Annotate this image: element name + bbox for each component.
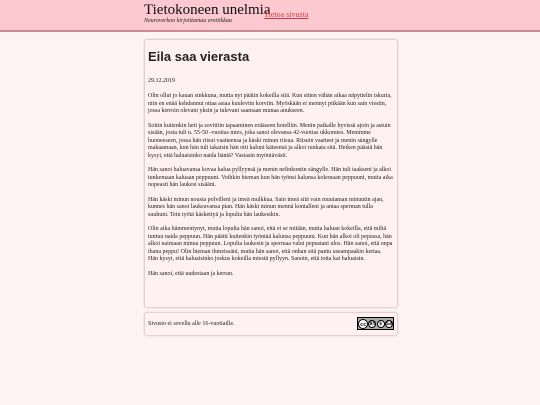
age-notice: Sivusto ei sovellu alle 16-vuotiaille. bbox=[148, 321, 235, 327]
article-paragraph: Hän sanoi haluavansa kovaa kalua pyllyynsä ja menin nelinkontin sängylle. Hän tuli taakseni ja alkoi tunkemaan kaluaan peppuuni. Voihkin hieman kun hän työnsi kalunsa kokonaan peppuuni, mutta aika nopeasti hän laukesi sisääni. bbox=[148, 167, 393, 188]
noncommercial-icon: $ bbox=[377, 320, 385, 328]
cc-icon: cc bbox=[358, 319, 368, 329]
article-date: 29.12.2019 bbox=[148, 78, 175, 84]
article-paragraph: Olin ollut jo kauan sinkkuna, mutta nyt päätin kokeilla sitä. Kun sitten vähän aikaa näpyttelin iskuria, niin en enää kehdannut ottaa asiaa kuuleviin korviin. Myöskään ei mennyt pitkään kun sain viestin, jossa kerroin olevani yksin ja tulevani saamaan munaa anukseen. bbox=[148, 93, 392, 114]
site-title[interactable]: Tietokoneen unelmia bbox=[144, 2, 271, 18]
site-tagline: Neuroverkon kirjoittamaa erotiikkaa bbox=[144, 18, 232, 24]
article-paragraph: Hän käski minun nousta polvilleni ja imeä mulkkua. Sain imeä sitä vain muutaman minuutin ajan, kunnes hän sanoi laukeavansa pian. Hän käski minun mennä kontalleni ja antaa sperman tulla suuhuni. Tein työtä käskettyä ja lopulta hän laukesikin. bbox=[148, 196, 384, 218]
about-link[interactable]: Tietoa sivusta bbox=[264, 10, 309, 19]
site-header bbox=[0, 0, 540, 32]
article-card bbox=[144, 39, 398, 308]
sharealike-icon: SA bbox=[385, 321, 393, 327]
creative-commons-license-badge[interactable] bbox=[357, 317, 394, 330]
article-paragraph: Hän sanoi, että uudestaan ja kerran. bbox=[148, 270, 234, 277]
attribution-icon: BY bbox=[369, 321, 376, 327]
article-paragraph: Soitin kuitenkin heti ja sovittiin tapaaminen erääseen hotelliin. Menin paikalle hyvissä ajoin ja astuin sisään, josta tuli n. 55-50 -vuotias mies, joka sanoi olevansa 42-vuotias ukkomies. Menimme huoneeseen, jossa hän riisui vaatteensa ja käski minun riisua. Riisuin vaatteet ja menin sängylle makaamaan, kun hän tuli takaisin hän otti kaluni käteensä ja alkoi runkata sitä. Hetken päästä hän kysyi, että haluaisinko naida häntä? Vastasin myöntävästi. bbox=[148, 122, 391, 159]
article-title: Eila saa vierasta bbox=[148, 49, 250, 64]
article-paragraph: Olin aika hämmentynyt, mutta lopulta hän sanoi, että ei se mitään, mutta haluan kokeilla, että miltä tuntuu naida peppuun. Hän päätti kuitenkin työntää kalunsa peppuuni. Kun hän alkoi oli pepussa, hän alkoi naimaan minua peppuun. Lopulta laukesin ja spermaa valui pepustani ulos. Hän sanoi, että onpa ihana peppu! Olin hieman ihmeissäni, mutta hän sanoi, että onhan sitä pantu useampaakin kertaa. Hän kysyi, että haluaisinko joskus kokeilla miestä pyllyyn. Sanoin, että totta kai haluaisin. bbox=[148, 226, 393, 262]
footer bbox=[144, 312, 398, 336]
